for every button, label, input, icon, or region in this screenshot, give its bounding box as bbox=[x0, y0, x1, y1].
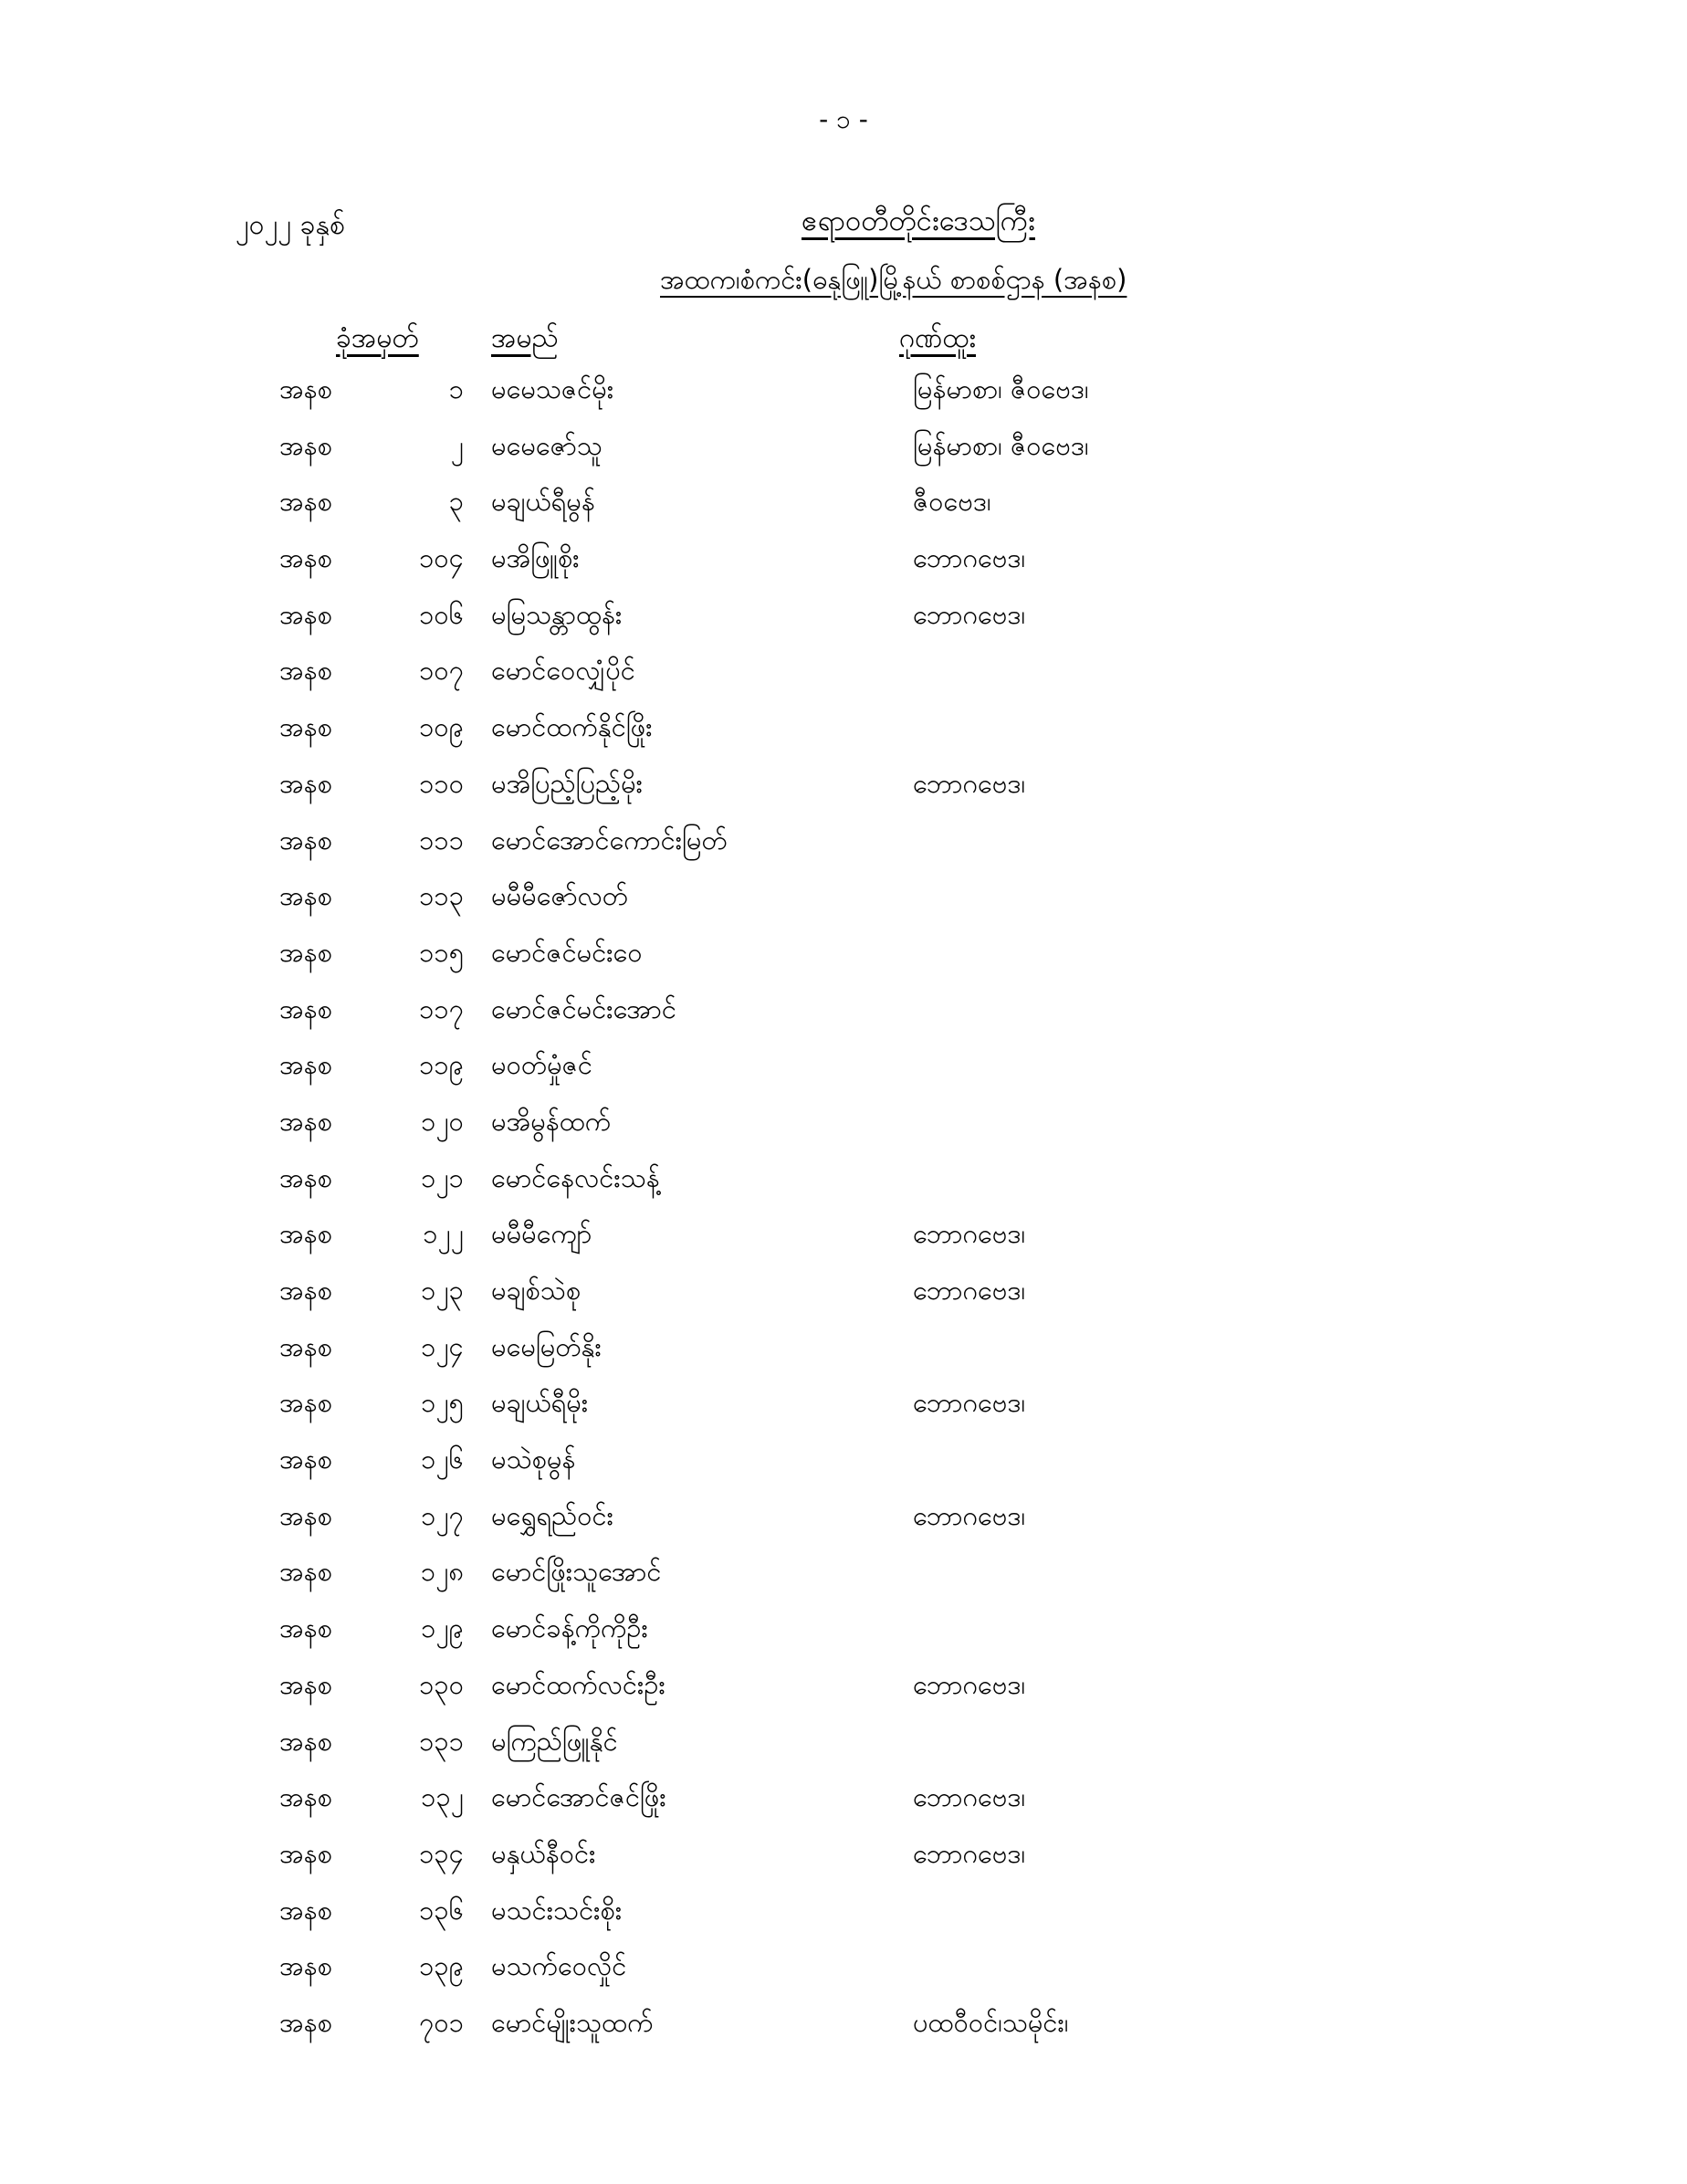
roll-number: ၁၃၉ bbox=[419, 1950, 464, 1982]
list-item bbox=[0, 1048, 1687, 1105]
roll-number: ၁၃၀ bbox=[419, 1668, 464, 1700]
roll-prefix: အနစ bbox=[279, 1668, 332, 1700]
distinction-subjects: ဘောဂဗေဒ၊ bbox=[913, 542, 1026, 574]
list-item bbox=[0, 1780, 1687, 1837]
list-item bbox=[0, 2006, 1687, 2063]
column-header-distinction: ဂုဏ်ထူး bbox=[899, 322, 976, 354]
roll-number: ၁၂၉ bbox=[421, 1612, 464, 1644]
list-item bbox=[0, 1725, 1687, 1781]
list-item bbox=[0, 1217, 1687, 1274]
list-item bbox=[0, 1161, 1687, 1218]
student-name: မောင်ထက်လင်းဦး bbox=[491, 1668, 665, 1700]
list-item bbox=[0, 485, 1687, 541]
student-name: မနှယ်နီဝင်း bbox=[491, 1837, 596, 1869]
roll-number: ၁၀၄ bbox=[419, 542, 464, 574]
roll-prefix: အနစ bbox=[279, 1950, 332, 1982]
roll-number: ၁၂၈ bbox=[420, 1556, 464, 1588]
list-item bbox=[0, 1949, 1687, 2006]
distinction-subjects: ဘောဂဗေဒ၊ bbox=[913, 1668, 1026, 1700]
region-title: ဧရာဝတီတိုင်းဒေသကြီး bbox=[802, 205, 1035, 237]
student-name: မမေမြတ်နိုး bbox=[491, 1330, 602, 1362]
student-name: မမီမီဇော်လတ် bbox=[491, 880, 629, 912]
page-number: - ၁ - bbox=[819, 104, 868, 134]
distinction-subjects: ဘောဂဗေဒ၊ bbox=[913, 598, 1026, 630]
student-name: မကြည်ဖြူနိုင် bbox=[491, 1725, 618, 1757]
student-name: မောင်နေလင်းသန့် bbox=[491, 1161, 660, 1193]
roll-prefix: အနစ bbox=[279, 486, 332, 518]
roll-prefix: အနစ bbox=[279, 373, 332, 404]
roll-prefix: အနစ bbox=[279, 1387, 332, 1419]
list-item bbox=[0, 541, 1687, 598]
roll-prefix: အနစ bbox=[279, 1499, 332, 1531]
column-header-roll-number: ခုံအမှတ် bbox=[336, 322, 419, 354]
roll-number: ၁၀၇ bbox=[419, 655, 464, 687]
roll-number: ၇၀၁ bbox=[419, 2006, 464, 2038]
list-item bbox=[0, 1330, 1687, 1387]
roll-prefix: အနစ bbox=[279, 1049, 332, 1081]
student-name: မအိပြည့်ပြည့်မိုး bbox=[491, 767, 644, 799]
distinction-subjects: ဘောဂဗေဒ၊ bbox=[913, 1218, 1026, 1250]
roll-prefix: အနစ bbox=[279, 1218, 332, 1250]
list-item bbox=[0, 879, 1687, 936]
roll-prefix: အနစ bbox=[279, 880, 332, 912]
roll-prefix: အနစ bbox=[279, 1161, 332, 1193]
distinction-subjects: ဘောဂဗေဒ၊ bbox=[913, 1499, 1026, 1531]
student-name: မမီမီကျော် bbox=[491, 1218, 592, 1250]
roll-prefix: အနစ bbox=[279, 767, 332, 799]
student-name: မသင်းသင်းစိုး bbox=[491, 1894, 623, 1926]
roll-number: ၁၁၉ bbox=[419, 1049, 464, 1081]
student-name: မောင်ထက်နိုင်ဖြိုး bbox=[491, 711, 653, 743]
distinction-subjects: မြန်မာစာ၊ ဇီဝဗေဒ၊ bbox=[913, 429, 1089, 461]
student-name: မောင်ဝေလျှံပိုင် bbox=[491, 655, 635, 687]
list-item bbox=[0, 1443, 1687, 1499]
student-name: မောင်ခန့်ကိုကိုဦး bbox=[491, 1612, 648, 1644]
student-name: မချယ်ရီမွန် bbox=[491, 486, 595, 518]
roll-prefix: အနစ bbox=[279, 655, 332, 687]
roll-number: ၁၃၂ bbox=[421, 1781, 464, 1813]
roll-number: ၁၀၉ bbox=[419, 711, 464, 743]
roll-prefix: အနစ bbox=[279, 1444, 332, 1475]
column-header-name: အမည် bbox=[491, 322, 559, 354]
list-item bbox=[0, 992, 1687, 1049]
list-item bbox=[0, 1612, 1687, 1668]
list-item bbox=[0, 373, 1687, 429]
student-name: မအိဖြူစိုး bbox=[491, 542, 580, 574]
roll-prefix: အနစ bbox=[279, 542, 332, 574]
roll-prefix: အနစ bbox=[279, 936, 332, 968]
roll-number: ၁၂၆ bbox=[421, 1444, 464, 1475]
roll-number: ၁၂၃ bbox=[421, 1275, 464, 1306]
list-item bbox=[0, 710, 1687, 767]
student-name: မမြသန္တာထွန်း bbox=[491, 598, 623, 630]
roll-number: ၁၃၄ bbox=[419, 1837, 464, 1869]
list-item bbox=[0, 654, 1687, 710]
roll-prefix: အနစ bbox=[279, 2006, 332, 2038]
list-item bbox=[0, 1894, 1687, 1950]
roll-prefix: အနစ bbox=[279, 1330, 332, 1362]
list-item bbox=[0, 598, 1687, 655]
student-name: မောင်ဖြိုးသူအောင် bbox=[491, 1556, 662, 1588]
roll-prefix: အနစ bbox=[279, 1894, 332, 1926]
roll-number: ၁၃၁ bbox=[419, 1725, 464, 1757]
roll-number: ၁၂၇ bbox=[421, 1499, 464, 1531]
list-item bbox=[0, 936, 1687, 992]
roll-prefix: အနစ bbox=[279, 429, 332, 461]
roll-number: ၂ bbox=[450, 429, 464, 461]
student-name: မောင်မျိုးသူထက် bbox=[491, 2006, 654, 2038]
exam-year: ၂၀၂၂ ခုနှစ် bbox=[236, 209, 345, 241]
list-item bbox=[0, 1274, 1687, 1330]
roll-number: ၁၁၃ bbox=[419, 880, 464, 912]
roll-prefix: အနစ bbox=[279, 1105, 332, 1137]
student-name: မောင်ဇင်မင်းအောင် bbox=[491, 992, 676, 1024]
roll-number: ၁ bbox=[448, 373, 464, 404]
distinction-subjects: ဘောဂဗေဒ၊ bbox=[913, 1837, 1026, 1869]
roll-number: ၁၂၁ bbox=[421, 1161, 464, 1193]
roll-number: ၁၀၆ bbox=[419, 598, 464, 630]
student-name: မချယ်ရီမိုး bbox=[491, 1387, 589, 1419]
roll-prefix: အနစ bbox=[279, 1556, 332, 1588]
student-name: မောင်အောင်ဇင်ဖြိုး bbox=[491, 1781, 666, 1813]
distinction-subjects: မြန်မာစာ၊ ဇီဝဗေဒ၊ bbox=[913, 373, 1089, 404]
school-title: အထက၊စံကင်း(ဓနုဖြူ)မြို့နယ် စာစစ်ဌာန (အနစ) bbox=[660, 264, 1127, 295]
student-name: မောင်ဇင်မင်းဝေ bbox=[491, 936, 643, 968]
student-name: မချစ်သဲစု bbox=[491, 1275, 582, 1306]
roll-number: ၁၁၅ bbox=[419, 936, 464, 968]
student-name: မမေဇော်သူ bbox=[491, 429, 602, 461]
list-item bbox=[0, 1499, 1687, 1556]
roll-prefix: အနစ bbox=[279, 1612, 332, 1644]
roll-prefix: အနစ bbox=[279, 1781, 332, 1813]
roll-prefix: အနစ bbox=[279, 711, 332, 743]
student-name: မရွှေရည်ဝင်း bbox=[491, 1499, 613, 1531]
student-name: မအိမွန်ထက် bbox=[491, 1105, 612, 1137]
student-name: မောင်အောင်ကောင်းမြတ် bbox=[491, 824, 728, 856]
distinction-subjects: ဘောဂဗေဒ၊ bbox=[913, 1781, 1026, 1813]
student-name: မသဲစုမွန် bbox=[491, 1444, 576, 1475]
list-item bbox=[0, 1837, 1687, 1894]
roll-number: ၁၂၀ bbox=[421, 1105, 464, 1137]
roll-number: ၃ bbox=[448, 486, 464, 518]
roll-number: ၁၁၁ bbox=[419, 824, 464, 856]
list-item bbox=[0, 1555, 1687, 1612]
distinction-subjects: ပထဝီဝင်၊သမိုင်း၊ bbox=[913, 2006, 1069, 2038]
distinction-subjects: ဘောဂဗေဒ၊ bbox=[913, 1387, 1026, 1419]
distinction-subjects: ဘောဂဗေဒ၊ bbox=[913, 767, 1026, 799]
list-item bbox=[0, 767, 1687, 824]
list-item bbox=[0, 429, 1687, 486]
roll-prefix: အနစ bbox=[279, 1725, 332, 1757]
roll-number: ၁၁၀ bbox=[419, 767, 464, 799]
roll-number: ၁၂၂ bbox=[423, 1218, 464, 1250]
roll-number: ၁၂၄ bbox=[421, 1330, 464, 1362]
student-name: မဝတ်မှုံဇင် bbox=[491, 1049, 592, 1081]
distinction-subjects: ဇီဝဗေဒ၊ bbox=[913, 486, 991, 518]
list-item bbox=[0, 1668, 1687, 1725]
roll-number: ၁၁၇ bbox=[419, 992, 464, 1024]
roll-prefix: အနစ bbox=[279, 824, 332, 856]
student-name: မသက်ဝေလှိုင် bbox=[491, 1950, 627, 1982]
roll-prefix: အနစ bbox=[279, 992, 332, 1024]
roll-prefix: အနစ bbox=[279, 598, 332, 630]
list-item bbox=[0, 824, 1687, 880]
list-item bbox=[0, 1105, 1687, 1161]
roll-prefix: အနစ bbox=[279, 1275, 332, 1306]
roll-number: ၁၃၆ bbox=[419, 1894, 464, 1926]
results-list bbox=[0, 373, 1687, 2063]
student-name: မမေသဇင်မိုး bbox=[491, 373, 614, 404]
roll-number: ၁၂၅ bbox=[421, 1387, 464, 1419]
roll-prefix: အနစ bbox=[279, 1837, 332, 1869]
distinction-subjects: ဘောဂဗေဒ၊ bbox=[913, 1275, 1026, 1306]
list-item bbox=[0, 1386, 1687, 1443]
